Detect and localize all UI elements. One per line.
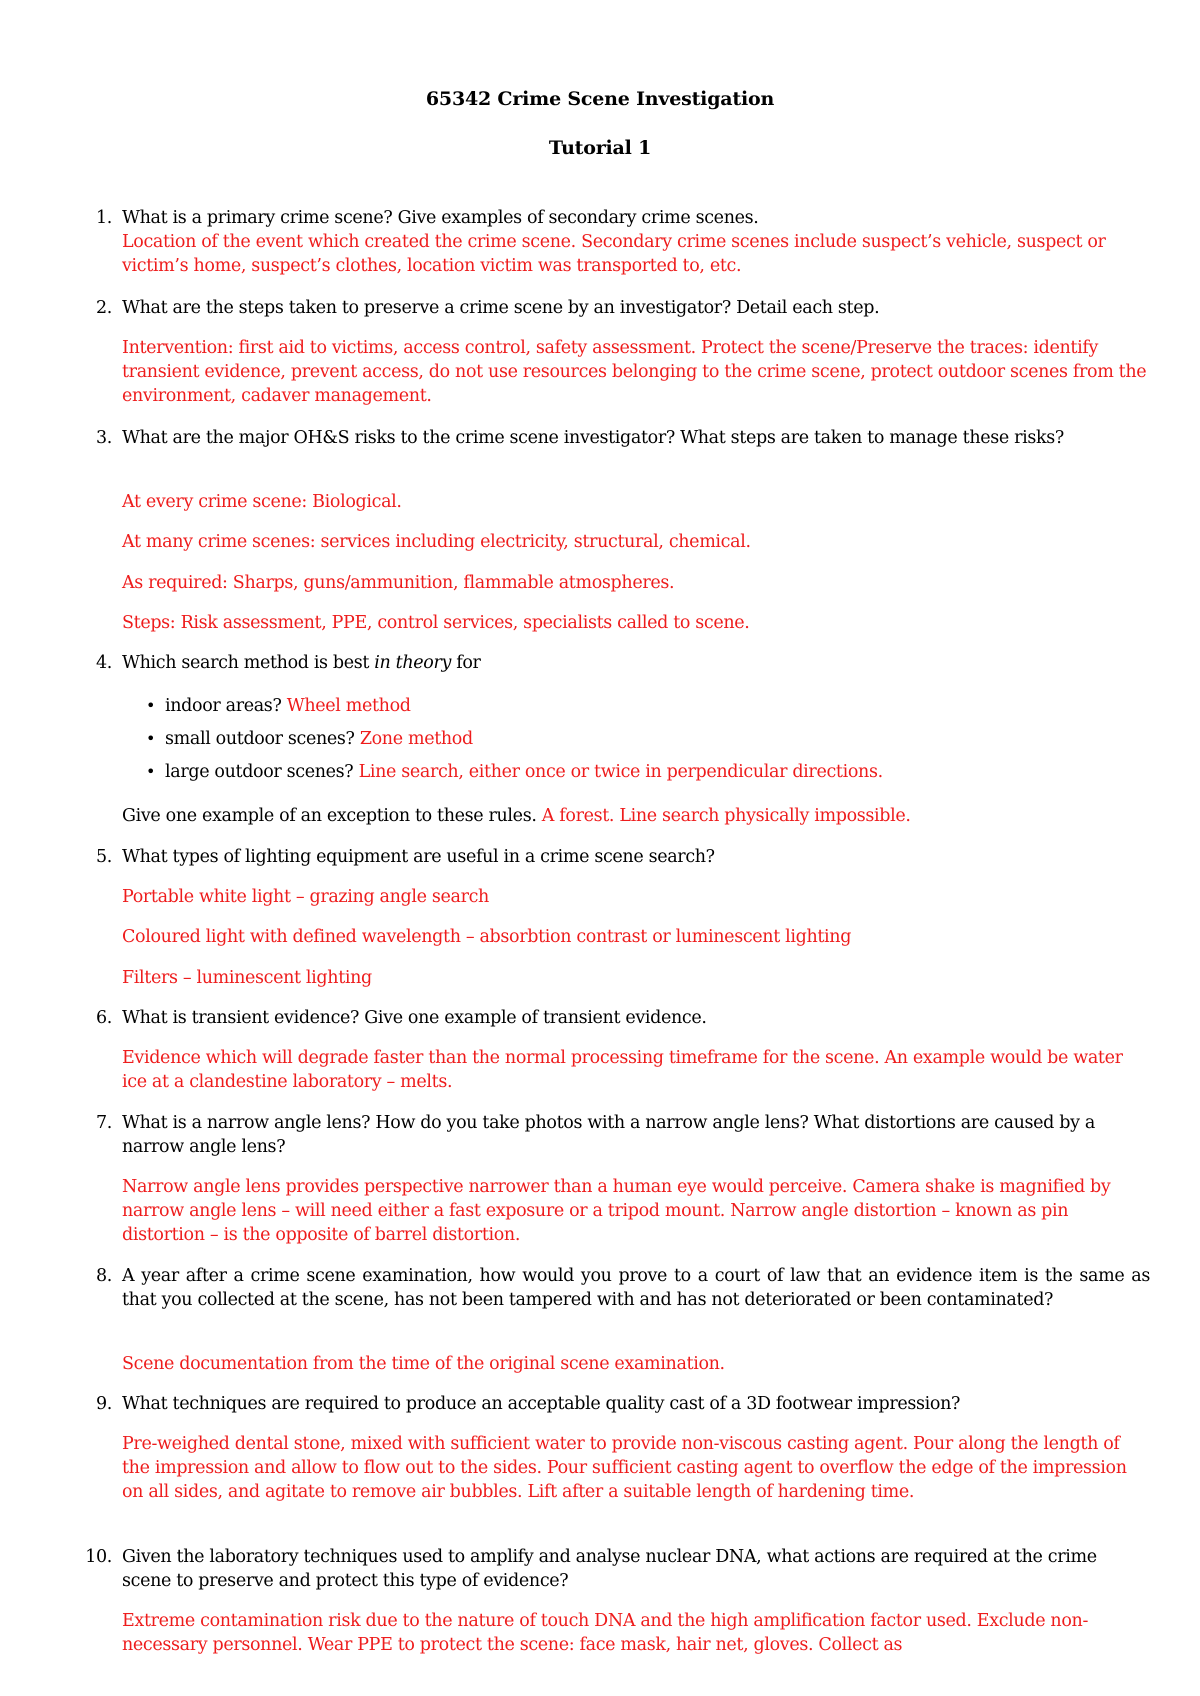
question-number: 10. bbox=[85, 1547, 112, 1567]
question-number: 5. bbox=[96, 847, 112, 867]
question-text: Given the laboratory techniques used to amplify and analyse nuclear DNA, what actions are required at the crime scene to preserve and protect this type of evidence? bbox=[122, 1547, 1097, 1591]
question-text: What is a primary crime scene? Give examples of secondary crime scenes. bbox=[122, 208, 759, 228]
answer-text: Intervention: first aid to victims, access control, safety assessment. Protect the scene/Preserve the traces: identify transient evidence, prevent access, do not use resources belonging to the crime scene, protect outdoor scenes from the environment, cadaver management. bbox=[122, 338, 1147, 406]
list-item: indoor areas? Wheel method bbox=[165, 696, 411, 716]
question-number: 9. bbox=[96, 1394, 112, 1414]
bullet-icon: • bbox=[146, 696, 156, 715]
answer-text: At many crime scenes: services including electricity, structural, chemical. bbox=[122, 532, 751, 552]
question-text: A year after a crime scene examination, how would you prove to a court of law that an evidence item is the same as that you collected at the scene, has not been tampered with and has not deteriorated or been contaminated? bbox=[122, 1266, 1150, 1310]
answer-text: Extreme contamination risk due to the nature of touch DNA and the high amplification factor used. Exclude non-necessary personnel. Wear PPE to protect the scene: face mask, hair net, gloves. Collect as bbox=[122, 1611, 1089, 1655]
answer-text: Steps: Risk assessment, PPE, control services, specialists called to scene. bbox=[122, 613, 750, 633]
answer-text: Narrow angle lens provides perspective narrower than a human eye would perceive. Camera shake is magnified by narrow angle lens – will need either a fast exposure or a tripod mount. Narrow angle distortion – known as pin distortion – is the opposite of barrel distortion. bbox=[122, 1177, 1111, 1245]
answer-text: As required: Sharps, guns/ammunition, flammable atmospheres. bbox=[122, 573, 675, 593]
question-number: 3. bbox=[96, 428, 112, 448]
answer-text: Location of the event which created the crime scene. Secondary crime scenes include suspect’s vehicle, suspect or victim’s home, suspect’s clothes, location victim was transported to, etc. bbox=[122, 232, 1106, 276]
answer-text: At every crime scene: Biological. bbox=[122, 492, 402, 512]
question-number: 8. bbox=[96, 1266, 112, 1286]
document-title: 65342 Crime Scene Investigation bbox=[425, 88, 775, 110]
question-text: What is a narrow angle lens? How do you take photos with a narrow angle lens? What distortions are caused by a narrow angle lens? bbox=[122, 1113, 1095, 1157]
list-item: large outdoor scenes? Line search, either once or twice in perpendicular directions. bbox=[165, 762, 883, 782]
question-text: Which search method is best in theory for bbox=[122, 653, 481, 673]
question-text: What are the major OH&S risks to the crime scene investigator? What steps are taken to manage these risks? bbox=[122, 428, 1064, 448]
answer-text: Filters – luminescent lighting bbox=[122, 968, 372, 988]
bullet-icon: • bbox=[146, 729, 156, 748]
list-item: small outdoor scenes? Zone method bbox=[165, 729, 473, 749]
answer-text: Portable white light – grazing angle search bbox=[122, 887, 489, 907]
answer-text: Evidence which will degrade faster than the normal processing timeframe for the scene. An example would be water ice at a clandestine laboratory – melts. bbox=[122, 1048, 1123, 1092]
answer-text: Pre-weighed dental stone, mixed with sufficient water to provide non-viscous casting agent. Pour along the length of the impression and allow to flow out to the sides. Pour sufficient casting agent to overflow the edge of the impression on all sides, and agitate to remove air bubbles. Lift after a suitable length of hardening time. bbox=[122, 1434, 1127, 1502]
question-number: 7. bbox=[96, 1113, 112, 1133]
question-text: What are the steps taken to preserve a crime scene by an investigator? Detail each step. bbox=[122, 298, 880, 318]
document-subtitle: Tutorial 1 bbox=[548, 137, 652, 159]
question-number: 4. bbox=[96, 653, 112, 673]
question-text: What techniques are required to produce an acceptable quality cast of a 3D footwear impression? bbox=[122, 1394, 961, 1414]
answer-text: Coloured light with defined wavelength – absorbtion contrast or luminescent lighting bbox=[122, 927, 852, 947]
question-text: What is transient evidence? Give one example of transient evidence. bbox=[122, 1008, 707, 1028]
question-number: 2. bbox=[96, 298, 112, 318]
bullet-icon: • bbox=[146, 762, 156, 781]
question-number: 1. bbox=[96, 208, 112, 228]
question-text: What types of lighting equipment are useful in a crime scene search? bbox=[122, 847, 715, 867]
question-followup: Give one example of an exception to these rules. A forest. Line search physically impossible. bbox=[122, 806, 911, 826]
answer-text: Scene documentation from the time of the original scene examination. bbox=[122, 1354, 725, 1374]
question-number: 6. bbox=[96, 1008, 112, 1028]
